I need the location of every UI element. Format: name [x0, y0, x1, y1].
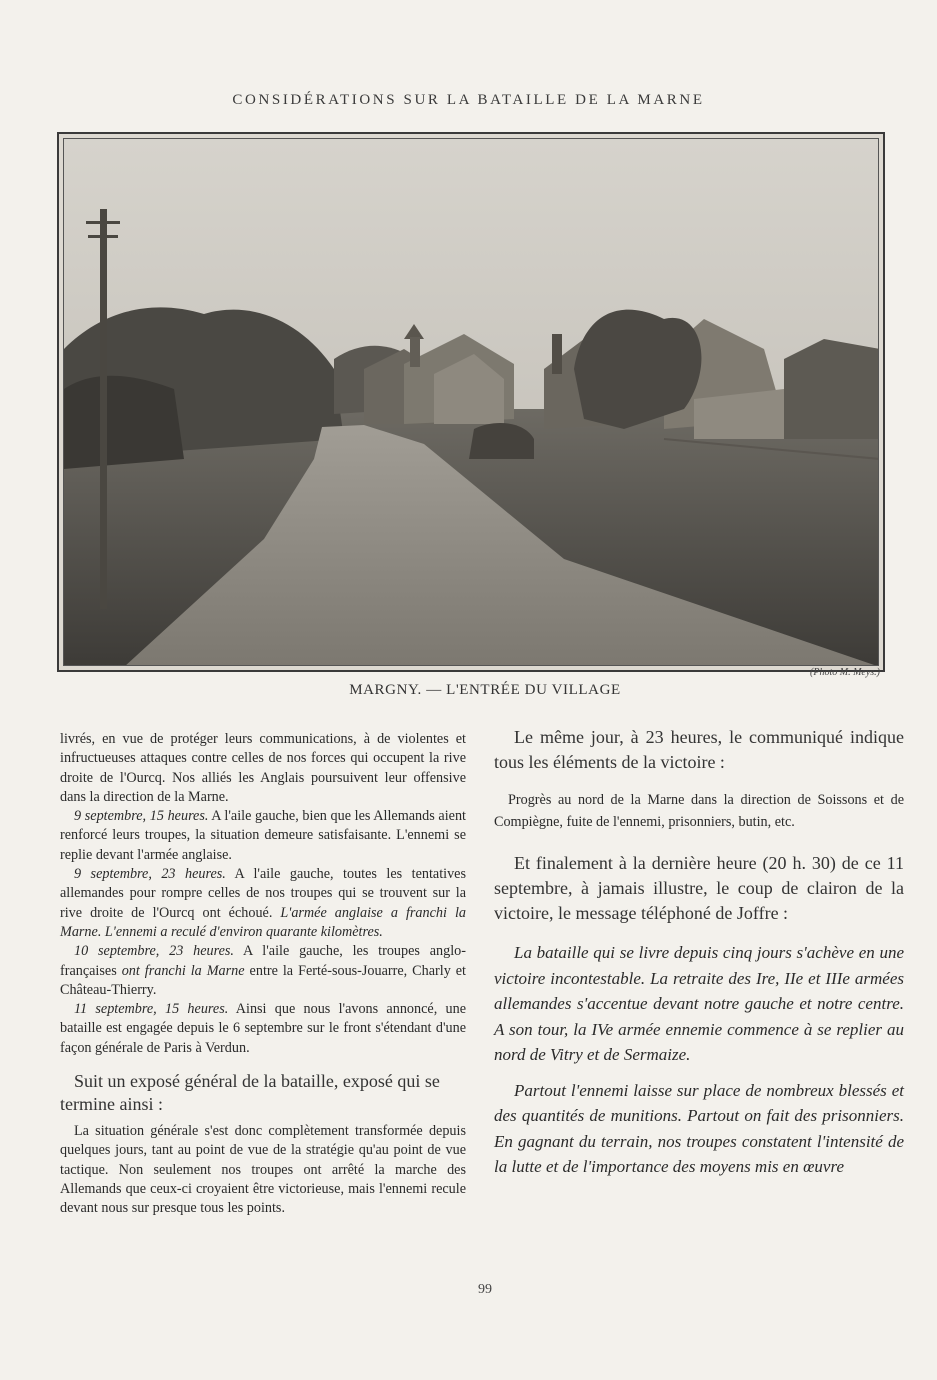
date-label: 9 septembre, 23 heures.: [74, 866, 226, 883]
date-label: 11 septembre, 15 heures.: [74, 1001, 229, 1018]
joffre-message-1: La bataille qui se livre depuis cinq jours s'achève en une victoire incontestable. La retraite des Ire, IIe et IIIe armées allemandes s'accentue devant notre gauche et notre centre. A son tour, la IVe armée ennemie commence à se replier au nord de Vitry et de Sermaize.: [494, 943, 904, 1064]
communique-text: entre la Ferté-sous-Jouarre, Charly et Château-Thierry.: [60, 962, 466, 998]
page-number: 99: [478, 1282, 492, 1297]
quoted-summary: La situation générale s'est donc complètement transformée depuis quelques jours, tant au point de vue de la stratégie qu'au point de vue tactique. Non seulement nos troupes ont arrêté la marche des Allemands que ceux-ci croyaient être victorieuse, mais l'ennemi recule devant nous sur presque tous les points.: [60, 1123, 466, 1217]
communique-9-sept-15h: [60, 807, 466, 865]
final-paragraph: Et finalement à la dernière heure (20 h. 30) de ce 11 septembre, à jamais illustre, le coup de clairon de la victoire, le message téléphoné de Joffre :: [494, 853, 904, 923]
date-label: 9 septembre, 15 heures.: [74, 808, 209, 825]
communique-9-sept-23h: [60, 865, 466, 942]
communique-italic: ont franchi la Marne: [121, 962, 245, 979]
right-column: [494, 725, 904, 1180]
communique-text: A l'aile gauche, les troupes anglo-françaises: [60, 943, 466, 979]
date-label: 10 septembre, 23 heures.: [74, 943, 234, 960]
left-column: [60, 730, 466, 1219]
running-title: CONSIDÉRATIONS SUR LA BATAILLE DE LA MARNE: [232, 92, 705, 108]
communique-11-sept-15h: [60, 1000, 466, 1058]
photo-caption: MARGNY. — L'ENTRÉE DU VILLAGE: [349, 682, 621, 698]
section-heading: Suit un exposé général de la bataille, exposé qui se termine ainsi :: [60, 1071, 440, 1115]
village-photograph: [57, 132, 885, 672]
communique-10-sept-23h: [60, 942, 466, 1000]
communique-text: A l'aile gauche, toutes les tentatives allemandes pour rompre celles de nos troupes qui se trouvent sur la rive droite de l'Ourcq ont échoué.: [60, 866, 466, 921]
communique-quote: Progrès au nord de la Marne dans la direction de Soissons et de Compiègne, fuite de l'ennemi, prisonniers, butin, etc.: [494, 792, 904, 830]
right-intro: Le même jour, à 23 heures, le communiqué indique tous les éléments de la victoire :: [494, 727, 904, 772]
photo-image: [63, 138, 879, 666]
communique-italic: L'armée anglaise a franchi la Marne. L'ennemi a reculé d'environ quarante kilomètres.: [60, 904, 466, 940]
joffre-message-2: Partout l'ennemi laisse sur place de nombreux blessés et des quantités de munitions. Partout on fait des prisonniers. En gagnant du terrain, nos troupes constatent l'intensité de la lutte et de l'importance des moyens mis en œuvre: [494, 1080, 904, 1176]
photo-credit: (Photo M. Meys.): [810, 667, 880, 678]
communique-text: A l'aile gauche, bien que les Allemands aient renforcé leurs troupes, la situation demeure satisfaisante. L'ennemi se replie devant l'armée anglaise.: [60, 808, 466, 863]
communique-text: Ainsi que nous l'avons annoncé, une bataille est engagée depuis le 6 septembre sur le front s'étendant d'une façon générale de Paris à Verdun.: [60, 1001, 466, 1056]
left-paragraph-1: livrés, en vue de protéger leurs communications, à de violentes et infructueuses attaques contre celles de nos forces qui occupent la rive droite de l'Ourcq. Nos alliés les Anglais poursuivent leur offensive dans la direction de la Marne.: [60, 731, 466, 805]
